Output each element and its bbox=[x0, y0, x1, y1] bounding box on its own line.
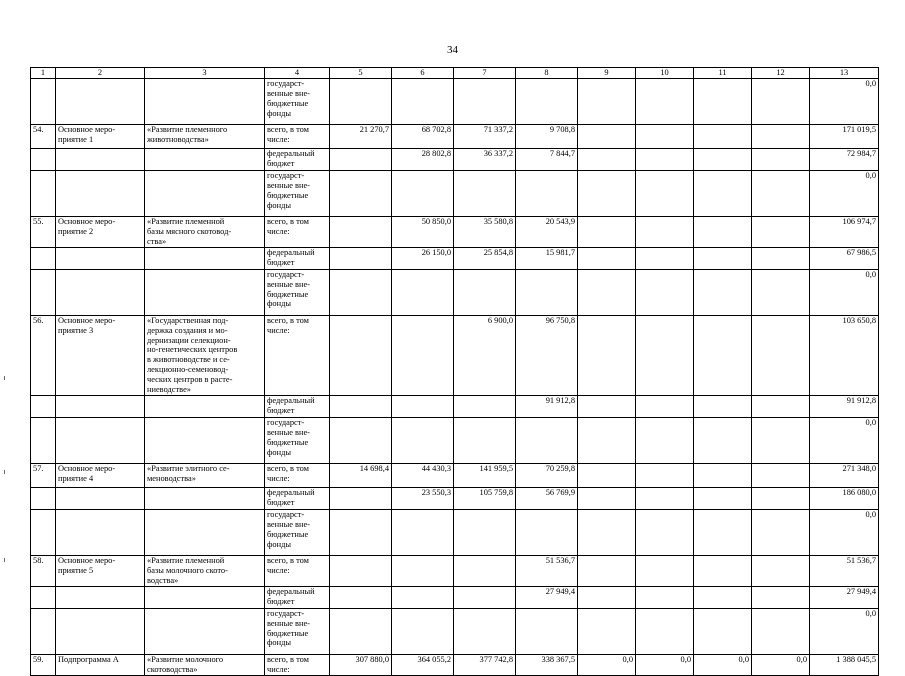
margin-mark bbox=[4, 558, 5, 562]
table-cell: 55. bbox=[31, 217, 56, 248]
table-cell bbox=[31, 487, 56, 509]
table-cell bbox=[516, 509, 578, 555]
table-cell bbox=[392, 509, 454, 555]
table-cell: государст- венные вне- бюджетные фонды bbox=[265, 509, 330, 555]
table-cell bbox=[578, 509, 636, 555]
table-cell: всего, в том числе: bbox=[265, 315, 330, 395]
table-cell: 6 900,0 bbox=[454, 315, 516, 395]
table-cell: 35 580,8 bbox=[454, 217, 516, 248]
table-cell: 21 270,7 bbox=[330, 125, 392, 149]
table-cell bbox=[636, 417, 694, 463]
table-cell bbox=[330, 217, 392, 248]
table-cell bbox=[330, 417, 392, 463]
table-cell bbox=[752, 487, 810, 509]
table-cell: 57. bbox=[31, 463, 56, 487]
table-row bbox=[31, 509, 879, 555]
table-cell: 271 348,0 bbox=[810, 463, 879, 487]
table-cell bbox=[516, 608, 578, 654]
table-cell bbox=[392, 417, 454, 463]
table-row bbox=[31, 654, 879, 675]
table-cell bbox=[694, 269, 752, 315]
table-cell: 106 974,7 bbox=[810, 217, 879, 248]
table-cell bbox=[392, 269, 454, 315]
table-cell bbox=[694, 125, 752, 149]
table-cell bbox=[578, 217, 636, 248]
table-cell bbox=[145, 417, 265, 463]
table-cell bbox=[578, 269, 636, 315]
table-cell bbox=[636, 315, 694, 395]
table-cell bbox=[636, 217, 694, 248]
table-cell bbox=[752, 509, 810, 555]
table-cell: 171 019,5 bbox=[810, 125, 879, 149]
column-header: 11 bbox=[694, 68, 752, 79]
table-cell bbox=[392, 555, 454, 586]
table-cell bbox=[578, 79, 636, 125]
table-row bbox=[31, 487, 879, 509]
table-cell: 0,0 bbox=[810, 269, 879, 315]
table-cell: 96 750,8 bbox=[516, 315, 578, 395]
table-cell: 0,0 bbox=[694, 654, 752, 675]
table-cell bbox=[392, 171, 454, 217]
table-cell bbox=[752, 269, 810, 315]
table-cell bbox=[694, 608, 752, 654]
table-cell bbox=[752, 171, 810, 217]
table-cell bbox=[145, 79, 265, 125]
table-cell: государст- венные вне- бюджетные фонды bbox=[265, 79, 330, 125]
table-cell: Основное меро- приятие 4 bbox=[56, 463, 145, 487]
table-cell bbox=[636, 125, 694, 149]
table-cell bbox=[56, 149, 145, 171]
table-cell: всего, в том числе: bbox=[265, 463, 330, 487]
table-cell bbox=[636, 247, 694, 269]
table-cell: государст- венные вне- бюджетные фонды bbox=[265, 269, 330, 315]
table-cell: 56 769,9 bbox=[516, 487, 578, 509]
table-cell bbox=[454, 395, 516, 417]
table-cell bbox=[636, 269, 694, 315]
table-cell: «Развитие молочного скотоводства» bbox=[145, 654, 265, 675]
table-cell: 141 959,5 bbox=[454, 463, 516, 487]
table-cell: 91 912,8 bbox=[810, 395, 879, 417]
table-cell: федеральный бюджет bbox=[265, 395, 330, 417]
table-cell bbox=[454, 417, 516, 463]
table-cell bbox=[31, 247, 56, 269]
table-cell: государст- венные вне- бюджетные фонды bbox=[265, 608, 330, 654]
table-cell bbox=[636, 555, 694, 586]
table-cell: 0,0 bbox=[810, 608, 879, 654]
table-cell: 58. bbox=[31, 555, 56, 586]
table-row bbox=[31, 395, 879, 417]
table-cell bbox=[330, 149, 392, 171]
column-header: 4 bbox=[265, 68, 330, 79]
column-header: 2 bbox=[56, 68, 145, 79]
table-cell bbox=[694, 247, 752, 269]
table-cell: Подпрограмма А bbox=[56, 654, 145, 675]
table-cell: всего, в том числе: bbox=[265, 217, 330, 248]
table-row bbox=[31, 247, 879, 269]
table-cell bbox=[694, 509, 752, 555]
table-row bbox=[31, 417, 879, 463]
column-header: 3 bbox=[145, 68, 265, 79]
table-cell: 0,0 bbox=[752, 654, 810, 675]
table-cell bbox=[752, 395, 810, 417]
table-cell bbox=[578, 608, 636, 654]
table-cell bbox=[578, 417, 636, 463]
table-cell bbox=[31, 79, 56, 125]
table-cell bbox=[578, 247, 636, 269]
table-cell: «Государственная под- держка создания и мо- дернизации селекцион- но-генетических центров в животноводстве и се- лекционно-семеновод- ческих центров в расте- ниеводстве» bbox=[145, 315, 265, 395]
table-row bbox=[31, 149, 879, 171]
table-cell: 377 742,8 bbox=[454, 654, 516, 675]
table-cell bbox=[694, 395, 752, 417]
table-cell: 7 844,7 bbox=[516, 149, 578, 171]
table-cell bbox=[330, 608, 392, 654]
column-header: 1 bbox=[31, 68, 56, 79]
table-row bbox=[31, 79, 879, 125]
table-cell bbox=[56, 487, 145, 509]
table-cell bbox=[694, 171, 752, 217]
table-row bbox=[31, 269, 879, 315]
table-cell: 36 337,2 bbox=[454, 149, 516, 171]
column-header: 5 bbox=[330, 68, 392, 79]
table-cell: федеральный бюджет bbox=[265, 487, 330, 509]
table-cell bbox=[145, 395, 265, 417]
table-cell bbox=[578, 149, 636, 171]
table-cell bbox=[578, 171, 636, 217]
table-cell: 364 055,2 bbox=[392, 654, 454, 675]
table-cell bbox=[454, 79, 516, 125]
table-cell: 51 536,7 bbox=[516, 555, 578, 586]
table-row bbox=[31, 463, 879, 487]
table-cell: 70 259,8 bbox=[516, 463, 578, 487]
table-cell bbox=[31, 417, 56, 463]
table-cell: 67 986,5 bbox=[810, 247, 879, 269]
table-cell bbox=[752, 463, 810, 487]
table-cell: 9 708,8 bbox=[516, 125, 578, 149]
table-cell bbox=[392, 395, 454, 417]
table-cell: 307 880,0 bbox=[330, 654, 392, 675]
table-cell bbox=[752, 417, 810, 463]
table-cell bbox=[454, 269, 516, 315]
table-cell: 27 949,4 bbox=[810, 586, 879, 608]
table-cell bbox=[694, 79, 752, 125]
table-cell bbox=[56, 509, 145, 555]
table-cell bbox=[454, 509, 516, 555]
table-row bbox=[31, 171, 879, 217]
table-cell bbox=[516, 79, 578, 125]
table-cell: 14 698,4 bbox=[330, 463, 392, 487]
table-cell bbox=[145, 487, 265, 509]
table-cell bbox=[330, 79, 392, 125]
table-cell bbox=[636, 463, 694, 487]
table-cell: 59. bbox=[31, 654, 56, 675]
table-row bbox=[31, 217, 879, 248]
table-cell: 44 430,3 bbox=[392, 463, 454, 487]
table-cell bbox=[752, 79, 810, 125]
table-cell bbox=[56, 247, 145, 269]
table-cell bbox=[145, 149, 265, 171]
table-cell: 15 981,7 bbox=[516, 247, 578, 269]
table-cell: федеральный бюджет bbox=[265, 586, 330, 608]
table-cell bbox=[330, 555, 392, 586]
table-cell: 27 949,4 bbox=[516, 586, 578, 608]
table-cell bbox=[694, 586, 752, 608]
table-cell bbox=[330, 395, 392, 417]
table-cell bbox=[145, 509, 265, 555]
table-cell bbox=[516, 417, 578, 463]
table-cell: 26 150,0 bbox=[392, 247, 454, 269]
table-cell bbox=[454, 586, 516, 608]
table-cell bbox=[31, 171, 56, 217]
table-cell bbox=[330, 171, 392, 217]
table-cell: 0,0 bbox=[810, 79, 879, 125]
table-cell bbox=[752, 217, 810, 248]
table-cell: 0,0 bbox=[636, 654, 694, 675]
table-cell bbox=[752, 555, 810, 586]
table-cell: 23 550,3 bbox=[392, 487, 454, 509]
table-cell bbox=[694, 555, 752, 586]
column-header: 13 bbox=[810, 68, 879, 79]
table-cell: 0,0 bbox=[810, 417, 879, 463]
table-cell: федеральный бюджет bbox=[265, 247, 330, 269]
table-cell bbox=[392, 608, 454, 654]
table-cell bbox=[752, 315, 810, 395]
table-cell bbox=[392, 586, 454, 608]
table-row bbox=[31, 586, 879, 608]
table-cell bbox=[330, 247, 392, 269]
table-cell bbox=[636, 79, 694, 125]
table-cell bbox=[636, 586, 694, 608]
table-cell: федеральный бюджет bbox=[265, 149, 330, 171]
table-cell bbox=[578, 315, 636, 395]
table-cell bbox=[56, 608, 145, 654]
table-cell: «Развитие элитного се- меноводства» bbox=[145, 463, 265, 487]
table-cell: 71 337,2 bbox=[454, 125, 516, 149]
table-cell bbox=[145, 608, 265, 654]
table-cell bbox=[454, 171, 516, 217]
margin-mark bbox=[4, 470, 5, 474]
table-cell bbox=[752, 586, 810, 608]
column-header: 6 bbox=[392, 68, 454, 79]
table-cell: всего, в том числе: bbox=[265, 654, 330, 675]
table-cell bbox=[578, 555, 636, 586]
table-cell: «Развитие племенного животноводства» bbox=[145, 125, 265, 149]
table-cell: 105 759,8 bbox=[454, 487, 516, 509]
table-cell bbox=[694, 149, 752, 171]
table-cell: 186 080,0 bbox=[810, 487, 879, 509]
table-cell bbox=[330, 586, 392, 608]
table-cell: Основное меро- приятие 2 bbox=[56, 217, 145, 248]
table-cell bbox=[694, 315, 752, 395]
table-cell bbox=[145, 171, 265, 217]
table-body bbox=[31, 79, 879, 676]
table-cell bbox=[752, 125, 810, 149]
table-cell bbox=[752, 608, 810, 654]
table-cell bbox=[56, 269, 145, 315]
table-header bbox=[31, 68, 879, 79]
table-cell bbox=[56, 417, 145, 463]
table-cell: 68 702,8 bbox=[392, 125, 454, 149]
table-cell bbox=[694, 217, 752, 248]
table-cell: 103 650,8 bbox=[810, 315, 879, 395]
table-cell: 0,0 bbox=[810, 171, 879, 217]
table-cell bbox=[56, 395, 145, 417]
table-cell: «Развитие племенной базы мясного скотовод- ства» bbox=[145, 217, 265, 248]
table-cell bbox=[636, 149, 694, 171]
table-cell: 51 536,7 bbox=[810, 555, 879, 586]
table-cell bbox=[330, 487, 392, 509]
table-cell bbox=[31, 586, 56, 608]
table-cell bbox=[578, 125, 636, 149]
table-cell bbox=[578, 487, 636, 509]
table-cell: Основное меро- приятие 5 bbox=[56, 555, 145, 586]
table-cell bbox=[752, 149, 810, 171]
table-cell bbox=[56, 79, 145, 125]
table-cell: 0,0 bbox=[578, 654, 636, 675]
table-cell bbox=[578, 395, 636, 417]
table-cell bbox=[31, 608, 56, 654]
table-cell bbox=[330, 315, 392, 395]
table-cell bbox=[392, 315, 454, 395]
table-cell: Основное меро- приятие 1 bbox=[56, 125, 145, 149]
table-cell bbox=[145, 586, 265, 608]
table-cell: 56. bbox=[31, 315, 56, 395]
column-header: 8 bbox=[516, 68, 578, 79]
table-row bbox=[31, 315, 879, 395]
table-row bbox=[31, 608, 879, 654]
table-cell: Основное меро- приятие 3 bbox=[56, 315, 145, 395]
table-cell bbox=[694, 463, 752, 487]
column-header: 12 bbox=[752, 68, 810, 79]
table-cell: 50 850,0 bbox=[392, 217, 454, 248]
table-cell bbox=[636, 171, 694, 217]
table-cell: государст- венные вне- бюджетные фонды bbox=[265, 417, 330, 463]
table-cell: 91 912,8 bbox=[516, 395, 578, 417]
table-cell bbox=[636, 395, 694, 417]
column-header: 10 bbox=[636, 68, 694, 79]
table-cell bbox=[330, 509, 392, 555]
table-row bbox=[31, 125, 879, 149]
margin-mark bbox=[4, 376, 5, 380]
page-number: 34 bbox=[447, 44, 458, 56]
table-cell bbox=[145, 269, 265, 315]
table-cell bbox=[516, 269, 578, 315]
table-cell: 338 367,5 bbox=[516, 654, 578, 675]
table-cell bbox=[31, 269, 56, 315]
table-cell bbox=[578, 463, 636, 487]
table-cell bbox=[392, 79, 454, 125]
table-cell: всего, в том числе: bbox=[265, 555, 330, 586]
table-cell bbox=[454, 555, 516, 586]
table-cell: 1 388 045,5 bbox=[810, 654, 879, 675]
table-cell bbox=[31, 509, 56, 555]
table-cell bbox=[636, 487, 694, 509]
table-cell: 20 543,9 bbox=[516, 217, 578, 248]
table-cell bbox=[330, 269, 392, 315]
table-cell: всего, в том числе: bbox=[265, 125, 330, 149]
table-cell bbox=[145, 247, 265, 269]
table-cell bbox=[31, 395, 56, 417]
table-cell: 0,0 bbox=[810, 509, 879, 555]
table-cell: 54. bbox=[31, 125, 56, 149]
table-cell bbox=[636, 608, 694, 654]
budget-table bbox=[30, 67, 879, 676]
table-cell bbox=[56, 586, 145, 608]
table-cell bbox=[516, 171, 578, 217]
table-row bbox=[31, 555, 879, 586]
table-cell bbox=[694, 417, 752, 463]
table-cell bbox=[31, 149, 56, 171]
table-cell bbox=[454, 608, 516, 654]
table-cell bbox=[636, 509, 694, 555]
table-cell: «Развитие племенной базы молочного ското- водства» bbox=[145, 555, 265, 586]
table-cell: 72 984,7 bbox=[810, 149, 879, 171]
table-cell: 25 854,8 bbox=[454, 247, 516, 269]
table-cell bbox=[752, 247, 810, 269]
table-cell bbox=[578, 586, 636, 608]
table-cell bbox=[694, 487, 752, 509]
table-cell: государст- венные вне- бюджетные фонды bbox=[265, 171, 330, 217]
table-cell bbox=[56, 171, 145, 217]
column-header: 7 bbox=[454, 68, 516, 79]
column-header: 9 bbox=[578, 68, 636, 79]
table-cell: 28 802,8 bbox=[392, 149, 454, 171]
